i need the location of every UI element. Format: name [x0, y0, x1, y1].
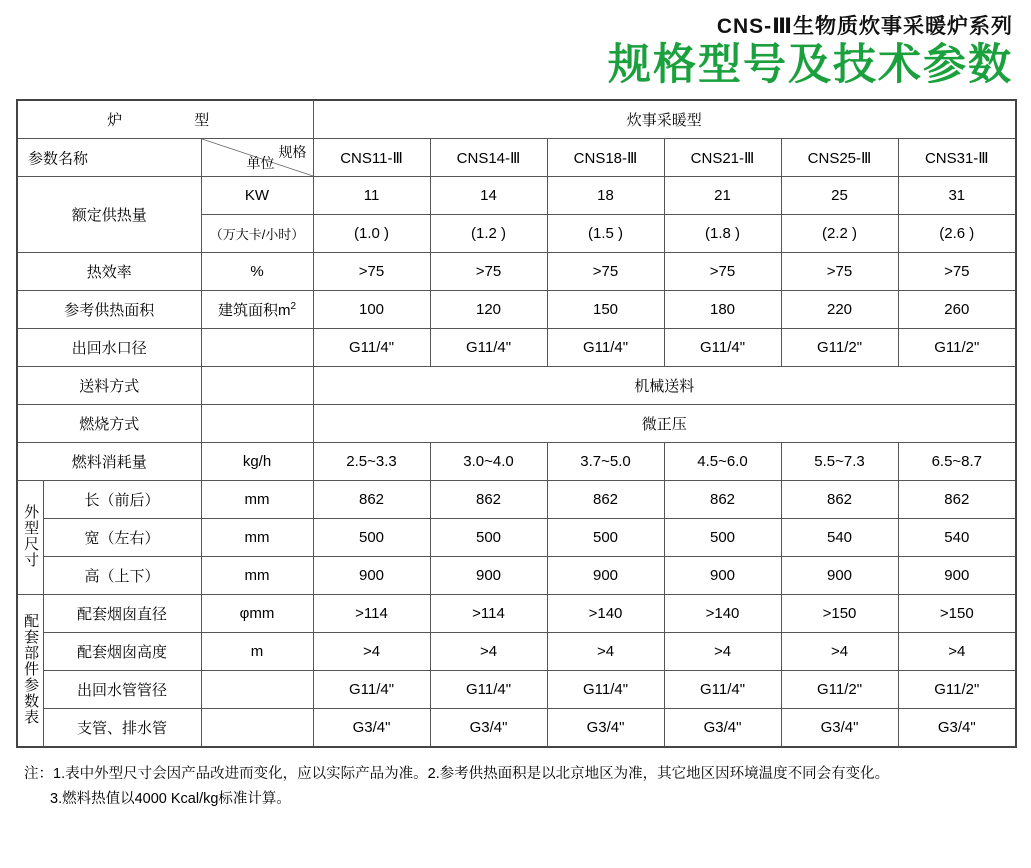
- cell: 500: [664, 519, 781, 557]
- row-label-width: 宽（左右）: [43, 519, 201, 557]
- row-unit-height: mm: [201, 557, 313, 595]
- unit-superscript: 2: [290, 301, 297, 313]
- group-label-dimensions: [17, 481, 43, 595]
- cell: >75: [547, 253, 664, 291]
- cell: 260: [898, 291, 1016, 329]
- table-row: [17, 595, 1016, 633]
- row-label-combustion: 燃烧方式: [17, 405, 201, 443]
- cell: 100: [313, 291, 430, 329]
- cell: G11/2": [781, 329, 898, 367]
- model-header-2: CNS14-Ⅲ: [430, 139, 547, 177]
- table-row: [17, 519, 1016, 557]
- row-unit-width: mm: [201, 519, 313, 557]
- table-row: [17, 557, 1016, 595]
- cell: G11/4": [430, 329, 547, 367]
- cell: (1.5 ): [547, 215, 664, 253]
- row-label-water-pipe: 出回水管管径: [43, 671, 201, 709]
- cell: 21: [664, 177, 781, 215]
- note-line-2: 3.燃料热值以4000 Kcal/kg标准计算。: [50, 790, 291, 807]
- cell: G11/4": [547, 671, 664, 709]
- cell: 862: [781, 481, 898, 519]
- param-name-label: [17, 139, 201, 177]
- unit-text: 建筑面积m: [217, 302, 291, 320]
- row-unit-branch-pipe: [201, 709, 313, 748]
- row-unit-efficiency: %: [201, 253, 313, 291]
- group-label-dimensions-text: 外型尺寸: [22, 503, 40, 568]
- table-row: [17, 177, 1016, 215]
- table-row: [17, 367, 1016, 405]
- row-unit-chimney-height: m: [201, 633, 313, 671]
- model-header-3: CNS18-Ⅲ: [547, 139, 664, 177]
- unit-label: 单位: [246, 155, 275, 172]
- cell: >114: [313, 595, 430, 633]
- cell: G3/4": [664, 709, 781, 748]
- cell: 500: [313, 519, 430, 557]
- cell-merged-combustion: 微正压: [313, 405, 1016, 443]
- cell: 900: [547, 557, 664, 595]
- param-name-text: 参数名称: [28, 150, 89, 168]
- cell: 25: [781, 177, 898, 215]
- cell: G3/4": [898, 709, 1016, 748]
- cell: G11/2": [898, 671, 1016, 709]
- cell: >4: [898, 633, 1016, 671]
- cell: 180: [664, 291, 781, 329]
- cell: 5.5~7.3: [781, 443, 898, 481]
- cell: G3/4": [430, 709, 547, 748]
- table-row: [17, 100, 1016, 139]
- cell: 862: [430, 481, 547, 519]
- row-unit-water-pipe: [201, 671, 313, 709]
- row-label-efficiency: 热效率: [17, 253, 201, 291]
- cell: >4: [313, 633, 430, 671]
- table-row: [17, 291, 1016, 329]
- cell: (1.8 ): [664, 215, 781, 253]
- row-label-water-port: 出回水口径: [17, 329, 201, 367]
- cell: G3/4": [313, 709, 430, 748]
- page-title: 规格型号及技术参数: [608, 41, 1013, 89]
- row-label-rated-heat: 额定供热量: [17, 177, 201, 253]
- cell: 900: [898, 557, 1016, 595]
- furnace-type-value: 炊事采暖型: [313, 100, 1016, 139]
- row-label-chimney-height: 配套烟囱高度: [43, 633, 201, 671]
- group-label-accessories-text: 配套部件参数表: [22, 612, 40, 725]
- furnace-type-label: 炉 型: [17, 100, 313, 139]
- cell: 31: [898, 177, 1016, 215]
- row-label-length: 长（前后）: [43, 481, 201, 519]
- row-unit-feeding: [201, 367, 313, 405]
- cell: >4: [781, 633, 898, 671]
- cell: (1.2 ): [430, 215, 547, 253]
- row-unit-combustion: [201, 405, 313, 443]
- table-row: [17, 709, 1016, 748]
- table-row: [17, 671, 1016, 709]
- cell: >75: [430, 253, 547, 291]
- cell: >75: [313, 253, 430, 291]
- cell: 120: [430, 291, 547, 329]
- spec-table-wrap: [0, 99, 1031, 748]
- cell: >4: [430, 633, 547, 671]
- model-header-4: CNS21-Ⅲ: [664, 139, 781, 177]
- cell: G11/4": [313, 329, 430, 367]
- cell: >140: [547, 595, 664, 633]
- cell: G11/4": [664, 329, 781, 367]
- cell: G11/2": [898, 329, 1016, 367]
- row-unit-fuel-consumption: kg/h: [201, 443, 313, 481]
- cell: >140: [664, 595, 781, 633]
- cell: 500: [430, 519, 547, 557]
- table-row: [17, 481, 1016, 519]
- table-header-row: [17, 139, 1016, 177]
- row-unit-water-port: [201, 329, 313, 367]
- row-unit-rated-heat-kw: KW: [201, 177, 313, 215]
- page-header: [0, 0, 1031, 89]
- cell: G11/4": [664, 671, 781, 709]
- cell: 3.7~5.0: [547, 443, 664, 481]
- cell: 862: [664, 481, 781, 519]
- cell: 900: [430, 557, 547, 595]
- header-subtitle: CNS-Ⅲ生物质炊事采暖炉系列: [716, 15, 1013, 38]
- group-label-accessories: [17, 595, 43, 748]
- spec-unit-diagonal-cell: [201, 139, 313, 177]
- cell: >150: [781, 595, 898, 633]
- row-unit-chimney-diameter: φmm: [201, 595, 313, 633]
- cell: G11/4": [313, 671, 430, 709]
- cell: 540: [898, 519, 1016, 557]
- cell: >75: [898, 253, 1016, 291]
- cell: G3/4": [781, 709, 898, 748]
- cell: >4: [547, 633, 664, 671]
- row-label-heating-area: 参考供热面积: [17, 291, 201, 329]
- cell: 862: [313, 481, 430, 519]
- cell: 18: [547, 177, 664, 215]
- cell: 862: [898, 481, 1016, 519]
- cell: (2.6 ): [898, 215, 1016, 253]
- table-row: [17, 253, 1016, 291]
- cell-merged-feeding: 机械送料: [313, 367, 1016, 405]
- cell: 500: [547, 519, 664, 557]
- notes-section: [0, 748, 1031, 811]
- cell: 862: [547, 481, 664, 519]
- cell: 220: [781, 291, 898, 329]
- row-unit-heating-area: [201, 291, 313, 329]
- row-label-chimney-diameter: 配套烟囱直径: [43, 595, 201, 633]
- table-row: [17, 633, 1016, 671]
- model-header-6: CNS31-Ⅲ: [898, 139, 1016, 177]
- cell: 11: [313, 177, 430, 215]
- cell: G11/2": [781, 671, 898, 709]
- cell: >114: [430, 595, 547, 633]
- row-label-height: 高（上下）: [43, 557, 201, 595]
- cell: 3.0~4.0: [430, 443, 547, 481]
- cell: G11/4": [547, 329, 664, 367]
- cell: 900: [664, 557, 781, 595]
- row-unit-length: mm: [201, 481, 313, 519]
- cell: >75: [664, 253, 781, 291]
- cell: 540: [781, 519, 898, 557]
- row-label-feeding: 送料方式: [17, 367, 201, 405]
- model-header-5: CNS25-Ⅲ: [781, 139, 898, 177]
- cell: G11/4": [430, 671, 547, 709]
- cell: 2.5~3.3: [313, 443, 430, 481]
- spec-table: [16, 99, 1017, 748]
- cell: 4.5~6.0: [664, 443, 781, 481]
- cell: >4: [664, 633, 781, 671]
- cell: >75: [781, 253, 898, 291]
- cell: 6.5~8.7: [898, 443, 1016, 481]
- table-row: [17, 329, 1016, 367]
- cell: 150: [547, 291, 664, 329]
- cell: (2.2 ): [781, 215, 898, 253]
- row-label-fuel-consumption: 燃料消耗量: [17, 443, 201, 481]
- cell: >150: [898, 595, 1016, 633]
- cell: 14: [430, 177, 547, 215]
- row-unit-rated-heat-kcal: （万大卡/小时）: [201, 215, 313, 253]
- cell: (1.0 ): [313, 215, 430, 253]
- cell: 900: [313, 557, 430, 595]
- table-row: [17, 405, 1016, 443]
- model-header-1: CNS11-Ⅲ: [313, 139, 430, 177]
- cell: G3/4": [547, 709, 664, 748]
- spec-label: 规格: [278, 144, 307, 161]
- cell: 900: [781, 557, 898, 595]
- row-label-branch-pipe: 支管、排水管: [43, 709, 201, 748]
- note-line-1: 注：1.表中外型尺寸会因产品改进而变化，应以实际产品为准。2.参考供热面积是以北京地区为准，其它地区因环境温度不同会有变化。: [24, 766, 890, 783]
- table-row: [17, 443, 1016, 481]
